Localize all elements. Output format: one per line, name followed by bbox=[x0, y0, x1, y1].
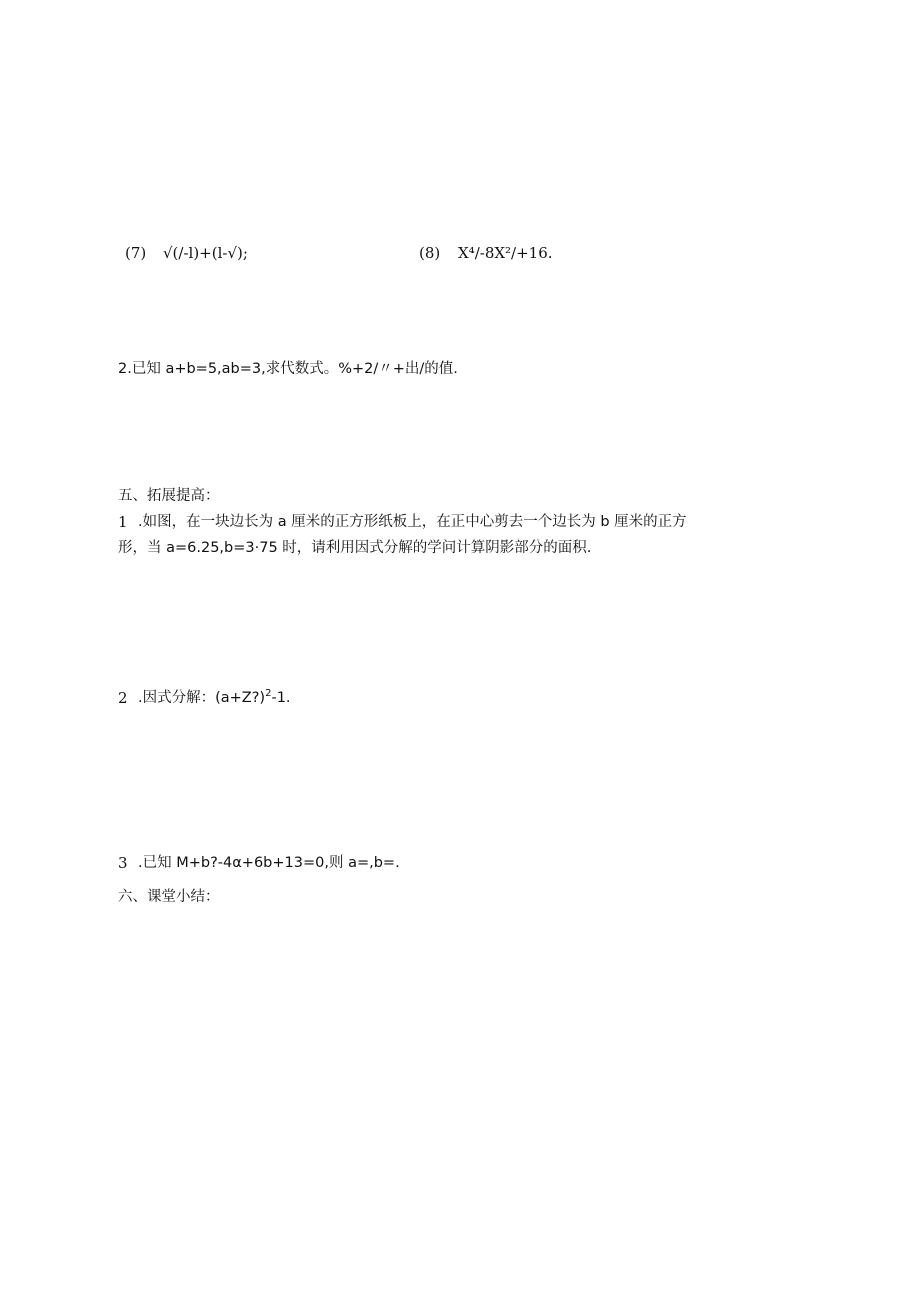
problem-7-number: (7) bbox=[125, 244, 147, 262]
item-2-number: 2 bbox=[118, 689, 128, 707]
section-6-heading: 六、课堂小结： bbox=[118, 889, 220, 905]
item-1-line-2: 形，当 a=6.25,b=3·75 时，请利用因式分解的学问计算阴影部分的面积. bbox=[118, 540, 592, 556]
item-2-text-b: -1. bbox=[271, 690, 291, 706]
item-1-line-1: .如图，在一块边长为 a 厘米的正方形纸板上，在正中心剪去一个边长为 b 厘米的正方 bbox=[138, 514, 687, 530]
problem-7-expression: √(∕-l)+(l-√); bbox=[163, 244, 248, 262]
problem-8-number: (8) bbox=[419, 244, 441, 262]
item-2-text bbox=[138, 688, 291, 708]
item-1-number: 1 bbox=[118, 513, 128, 531]
question-2: 2.已知 a+b=5,ab=3,求代数式。%+2/〃+出/的值. bbox=[118, 361, 458, 377]
section-5-heading: 五、拓展提高： bbox=[118, 488, 220, 504]
problem-8-expression: X⁴∕-8X²∕+16. bbox=[458, 244, 553, 262]
item-3-text: .已知 M+b?-4α+6b+13=0,则 a=,b=. bbox=[138, 855, 400, 871]
item-3-number: 3 bbox=[118, 854, 128, 872]
item-2-exponent: 2 bbox=[265, 688, 272, 700]
item-2-text-a: .因式分解：(a+Z?) bbox=[138, 690, 266, 706]
